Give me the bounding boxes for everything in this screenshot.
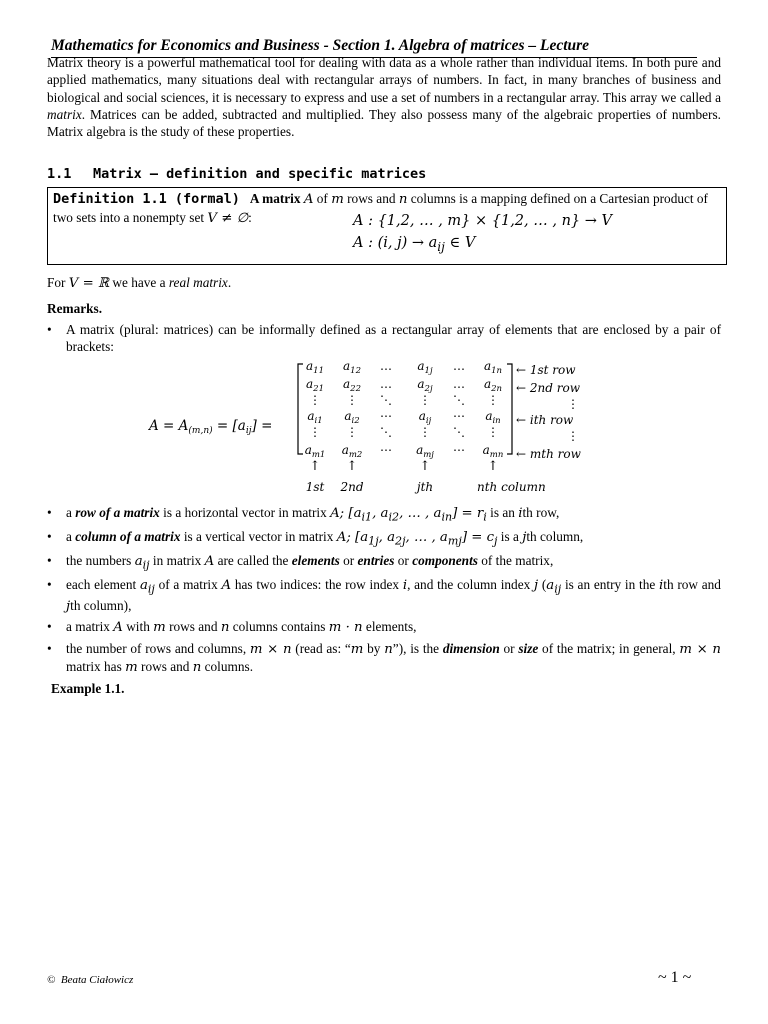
matrix-cell: ⋯ (453, 443, 465, 457)
matrix-cell: … (453, 377, 465, 391)
matrix-row-label: ← mth row (516, 447, 581, 461)
matrix-cell: ⋮ (309, 425, 321, 439)
matrix-cell: ⋮ (419, 425, 431, 439)
matrix-cell: ⋮ (309, 393, 321, 407)
matrix-cell: $a_{1n}$ (483, 359, 503, 376)
real-matrix-note: For V = ℝ we have a real matrix. (47, 275, 232, 291)
matrix-cell: ⋱ (453, 425, 465, 439)
matrix-row-label: ← 1st row (516, 363, 576, 377)
matrix-row-label: ← 2nd row (516, 381, 580, 395)
intro-paragraph: Matrix theory is a powerful mathematical tool for dealing with data as a whole rather than individual items. In both pure and applied mathematics, many situations deal with rectangular arrays of numbers. In fact, in many branches of business and biological and social sciences, it is necessary to express and use a set of numbers in a rectangular array. This array we called a matrix. Matrices can be added, subtracted and multiplied. They also possess many of the algebraic properties of numbers. Matrix algebra is the study of these properties. (47, 55, 721, 140)
definition-mapping-2: A : (i, $j) \to a_{ij}$ ∈ V (353, 235, 476, 254)
matrix-cell: $a_{1j}$ (417, 359, 433, 376)
matrix-row-label: ⋮ (567, 397, 579, 411)
matrix-cell: ⋯ (380, 409, 392, 423)
matrix-col-label: 1st (305, 480, 325, 494)
remarks-heading: Remarks. (47, 301, 103, 316)
matrix-cell: $a_{in}$ (485, 409, 501, 426)
matrix-cell: $a_{m2}$ (341, 443, 363, 460)
page-number: ~ 1 ~ (658, 969, 692, 986)
matrix-cells (305, 359, 504, 460)
matrix-cell: $a_{mj}$ (416, 443, 434, 460)
matrix-col-arrow: ↑ (419, 459, 431, 474)
matrix-cell: $a_{m1}$ (304, 443, 326, 460)
matrix-row-label: ← ith row (516, 413, 574, 427)
remarks-list-intro (47, 321, 721, 356)
matrix-row-labels (516, 363, 582, 461)
definition-text: Definition 1.1 (formal) A matrix A of m rows and n columns is a mapping defined on a Cartesian product of two sets into a nonempty set V ≠ ∅: (53, 191, 708, 226)
matrix-cell: $a_{21}$ (306, 377, 324, 394)
matrix-cell: ⋯ (380, 443, 392, 457)
matrix-col-arrow: ↑ (309, 459, 321, 474)
matrix-col-arrow: ↑ (487, 459, 499, 474)
matrix-cell: ⋮ (419, 393, 431, 407)
list-item-elements: • the numbers $a_{ij}$ in matrix A are called the elements or entries or components of the matrix, (47, 552, 721, 573)
matrix-col-arrow: ↑ (346, 459, 358, 474)
matrix-row-label: ⋮ (567, 429, 579, 443)
list-item-row-definition: • a row of a matrix is a horizontal vector in matrix A; [$a_{i1}$, $a_{i2}$, … , $a_{in}] = r_i$ is an ith row, (47, 504, 721, 525)
matrix-cell: ⋮ (346, 425, 358, 439)
matrix-cell: $a_{ij}$ (418, 409, 432, 426)
list-item: • A matrix (plural: matrices) can be informally defined as a rectangular array of elements that are enclosed by a pair of brackets: (47, 321, 721, 356)
matrix-col-label: nth column (477, 480, 546, 494)
matrix-cell: $a_{2j}$ (417, 377, 433, 394)
matrix-left-bracket (298, 364, 303, 454)
matrix-right-bracket (507, 364, 512, 454)
matrix-cell: $a_{mn}$ (482, 443, 504, 460)
matrix-cell: … (380, 377, 392, 391)
list-item-element-count: • a matrix A with m rows and n columns contains m · n elements, (47, 618, 721, 636)
matrix-col-label: 2nd (340, 480, 364, 494)
matrix-cell: $a_{22}$ (343, 377, 361, 394)
list-item-column-definition: • a column of a matrix is a vertical vector in matrix A; [$a_{1j}$, $a_{2j}$, … , $a_{mj}] = c_j$ is a jth column, (47, 528, 721, 549)
matrix-cell: … (380, 359, 392, 373)
matrix-cell: ⋱ (380, 393, 392, 407)
footer-author: © Beata Ciałowicz (47, 974, 134, 986)
matrix-cell: $a_{2n}$ (483, 377, 503, 394)
section-heading: 1.1 Matrix – definition and specific matrices (47, 166, 427, 182)
matrix-cell: $a_{12}$ (343, 359, 361, 376)
matrix-cell: ⋯ (453, 409, 465, 423)
matrix-svg (47, 358, 721, 498)
example-heading: Example 1.1. (51, 681, 125, 696)
list-item-indices: • each element $a_{ij}$ of a matrix A has two indices: the row index i, and the column index j ($a_{ij}$ is an entry in the ith row and jth column), (47, 576, 721, 615)
definition-mapping-1: A : {1,2, … , m} × {1,2, … , n} → V (353, 213, 612, 229)
matrix-cell: ⋱ (453, 393, 465, 407)
page-header: Mathematics for Economics and Business - Section 1. Algebra of matrices – Lecture (51, 36, 697, 58)
matrix-cell: ⋱ (380, 425, 392, 439)
document-page (47, 0, 721, 1024)
matrix-cell: ⋮ (487, 393, 499, 407)
matrix-col-label: jth (416, 480, 434, 494)
matrix-col-labels (306, 459, 546, 494)
matrix-cell: ⋮ (487, 425, 499, 439)
remarks-list (47, 504, 721, 679)
matrix-cell: $a_{i1}$ (307, 409, 323, 426)
matrix-cell: $a_{i2}$ (344, 409, 360, 426)
definition-box (47, 187, 727, 265)
matrix-diagram (47, 358, 721, 498)
matrix-lhs: $A = A_{(m,n)} = [a_{ij}]$ = (149, 418, 273, 436)
list-item-dimension: • the number of rows and columns, m × n (read as: “m by n”), is the dimension or size of the matrix; in general, m × n matrix has m rows and n columns. (47, 640, 721, 677)
matrix-cell: $a_{11}$ (306, 359, 324, 376)
matrix-cell: ⋮ (346, 393, 358, 407)
matrix-cell: … (453, 359, 465, 373)
